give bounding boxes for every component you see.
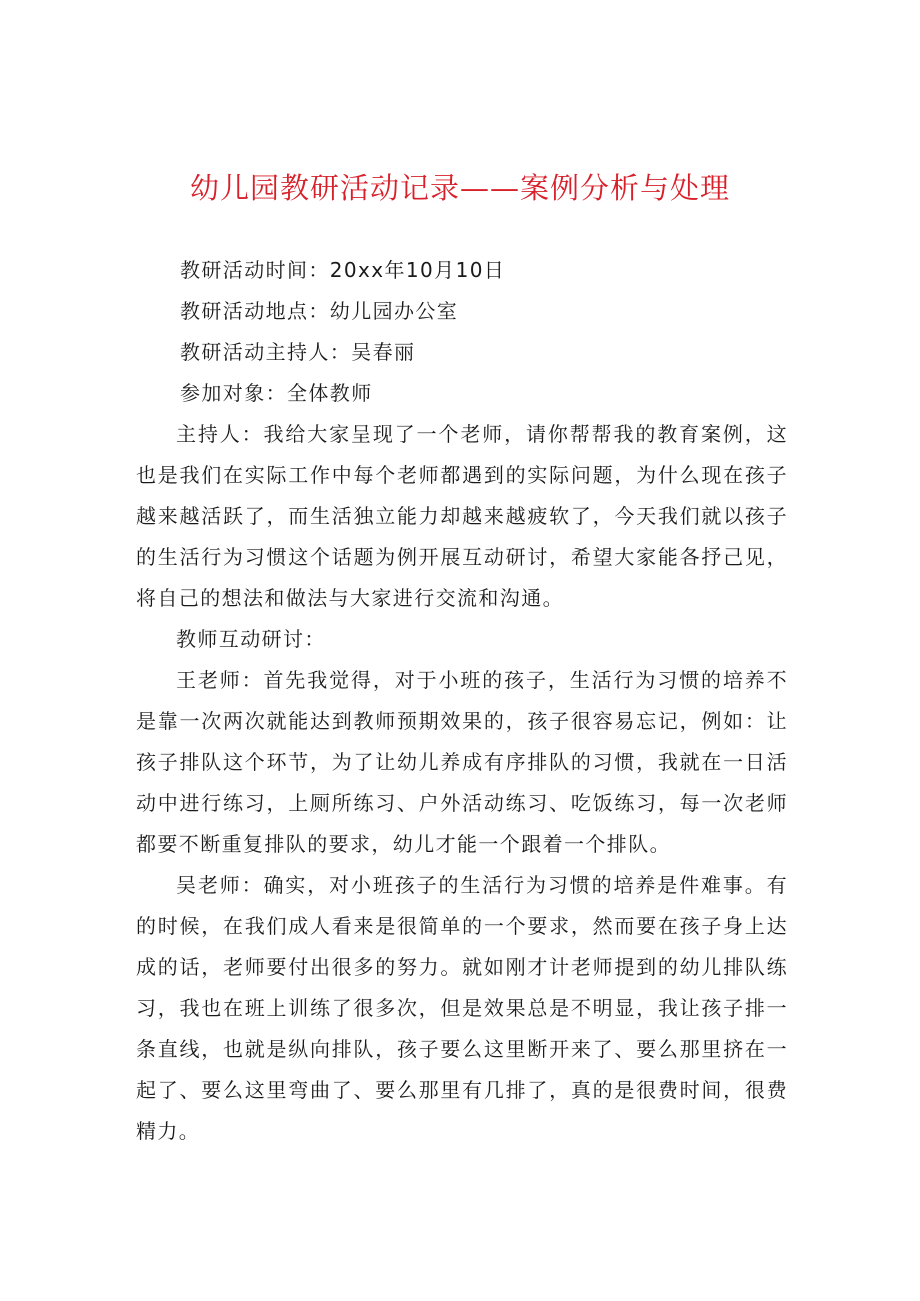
meta-host: 教研活动主持人：吴春丽 bbox=[180, 340, 416, 364]
meta-time: 教研活动时间：20xx年10月10日 bbox=[180, 258, 506, 282]
meta-place: 教研活动地点：幼儿园办公室 bbox=[180, 299, 459, 323]
paragraph-teacher-wu: 吴老师：确实，对小班孩子的生活行为习惯的培养是件难事。有的时候，在我们成人看来是很简单的一个要求，然而要在孩子身上达成的话，老师要付出很多的努力。就如刚才计老师提到的幼儿排队练习，我也在班上训练了很多次，但是效果总是不明显，我让孩子排一条直线，也就是纵向排队，孩子要么这里断开来了、要么那里挤在一起了、要么这里弯曲了、要么那里有几排了，真的是很费时间，很费精力。 bbox=[136, 873, 788, 1143]
document-body bbox=[136, 250, 788, 1152]
paragraph-host-intro: 主持人：我给大家呈现了一个老师，请你帮帮我的教育案例，这也是我们在实际工作中每个老师都遇到的实际问题，为什么现在孩子越来越活跃了，而生活独立能力却越来越疲软了，今天我们就以孩子的生活行为习惯这个话题为例开展互动研讨，希望大家能各抒己见，将自己的想法和做法与大家进行交流和沟通。 bbox=[136, 422, 788, 610]
meta-participants: 参加对象：全体教师 bbox=[180, 381, 373, 405]
paragraph-discussion-heading: 教师互动研讨： bbox=[176, 627, 326, 651]
document-title: 幼儿园教研活动记录——案例分析与处理 bbox=[189, 171, 730, 205]
paragraph-teacher-wang: 王老师：首先我觉得，对于小班的孩子，生活行为习惯的培养不是靠一次两次就能达到教师预期效果的，孩子很容易忘记，例如：让孩子排队这个环节，为了让幼儿养成有序排队的习惯，我就在一日活动中进行练习，上厕所练习、户外活动练习、吃饭练习，每一次老师都要不断重复排队的要求，幼儿才能一个跟着一个排队。 bbox=[136, 668, 788, 856]
